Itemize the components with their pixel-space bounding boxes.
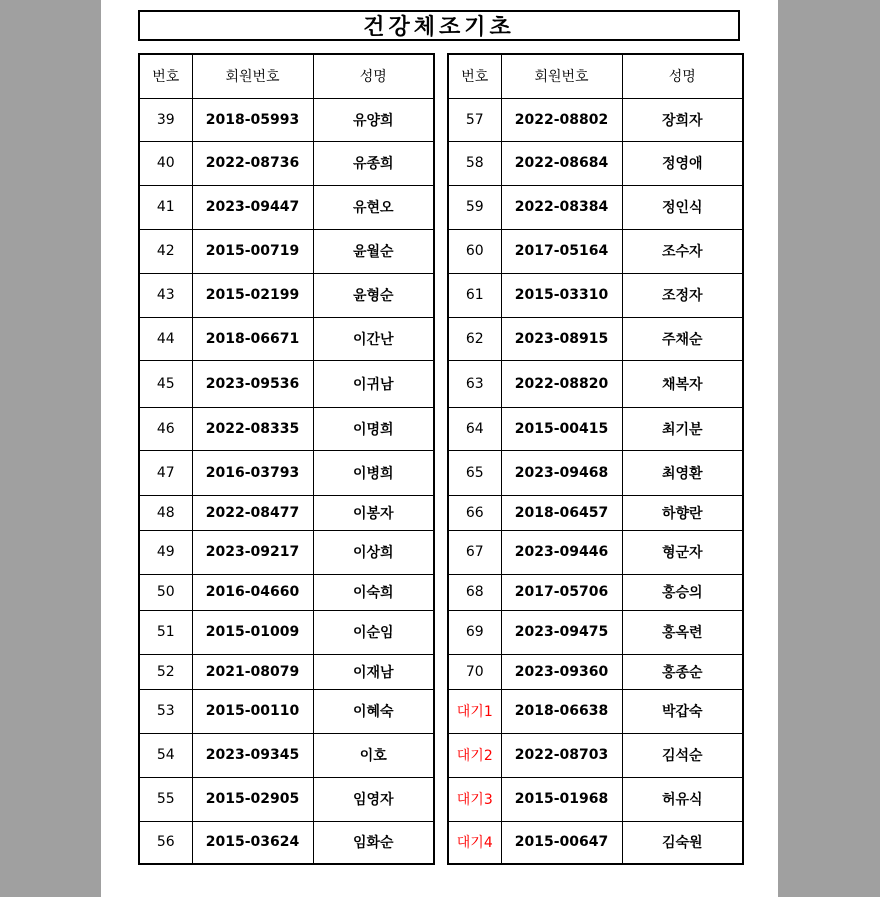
header-row xyxy=(139,54,434,98)
table-row xyxy=(139,654,434,689)
row-number: 40 xyxy=(139,141,192,185)
row-name: 윤형순 xyxy=(313,273,434,317)
row-member-id: 2023-09360 xyxy=(501,654,622,689)
row-name: 이병희 xyxy=(313,450,434,495)
table-row xyxy=(139,610,434,654)
row-member-id: 2017-05706 xyxy=(501,574,622,610)
table-row xyxy=(139,450,434,495)
row-member-id: 2022-08477 xyxy=(192,495,313,530)
row-name: 이상희 xyxy=(313,530,434,574)
row-number: 41 xyxy=(139,185,192,229)
row-name: 정인식 xyxy=(622,185,743,229)
table-row xyxy=(139,98,434,141)
row-name: 조정자 xyxy=(622,273,743,317)
row-member-id: 2015-01968 xyxy=(501,777,622,821)
row-member-id: 2023-08915 xyxy=(501,317,622,360)
table-row xyxy=(448,574,743,610)
table-row xyxy=(448,821,743,864)
table-row xyxy=(139,185,434,229)
row-name: 홍종순 xyxy=(622,654,743,689)
table-row xyxy=(139,689,434,733)
header-row xyxy=(448,54,743,98)
row-number: 48 xyxy=(139,495,192,530)
table-row xyxy=(448,141,743,185)
row-number: 43 xyxy=(139,273,192,317)
row-member-id: 2023-09468 xyxy=(501,450,622,495)
header-member-id: 회원번호 xyxy=(501,54,622,98)
table-row xyxy=(448,689,743,733)
row-number: 대기4 xyxy=(448,821,501,864)
row-name: 이순임 xyxy=(313,610,434,654)
table-row xyxy=(448,360,743,407)
row-member-id: 2023-09446 xyxy=(501,530,622,574)
table-row xyxy=(139,530,434,574)
table-row xyxy=(139,229,434,273)
row-number: 46 xyxy=(139,407,192,450)
table-row xyxy=(448,229,743,273)
table-row xyxy=(139,821,434,864)
row-name: 정영애 xyxy=(622,141,743,185)
table-row xyxy=(448,654,743,689)
row-name: 이혜숙 xyxy=(313,689,434,733)
row-number: 65 xyxy=(448,450,501,495)
row-name: 홍옥련 xyxy=(622,610,743,654)
row-member-id: 2016-03793 xyxy=(192,450,313,495)
header-name: 성명 xyxy=(313,54,434,98)
row-member-id: 2015-01009 xyxy=(192,610,313,654)
row-member-id: 2022-08703 xyxy=(501,733,622,777)
table-row xyxy=(139,495,434,530)
table-row xyxy=(448,733,743,777)
row-number: 39 xyxy=(139,98,192,141)
row-name: 주채순 xyxy=(622,317,743,360)
header-member-id: 회원번호 xyxy=(192,54,313,98)
row-name: 유종희 xyxy=(313,141,434,185)
row-name: 채복자 xyxy=(622,360,743,407)
row-number: 67 xyxy=(448,530,501,574)
row-member-id: 2021-08079 xyxy=(192,654,313,689)
row-number: 66 xyxy=(448,495,501,530)
row-member-id: 2015-00719 xyxy=(192,229,313,273)
row-number: 61 xyxy=(448,273,501,317)
row-number: 51 xyxy=(139,610,192,654)
row-number: 56 xyxy=(139,821,192,864)
row-member-id: 2023-09447 xyxy=(192,185,313,229)
row-name: 허유식 xyxy=(622,777,743,821)
row-name: 유양희 xyxy=(313,98,434,141)
row-name: 최기분 xyxy=(622,407,743,450)
row-number: 52 xyxy=(139,654,192,689)
row-number: 53 xyxy=(139,689,192,733)
row-member-id: 2017-05164 xyxy=(501,229,622,273)
row-member-id: 2015-03310 xyxy=(501,273,622,317)
row-member-id: 2016-04660 xyxy=(192,574,313,610)
row-name: 윤월순 xyxy=(313,229,434,273)
row-number: 대기3 xyxy=(448,777,501,821)
row-member-id: 2023-09345 xyxy=(192,733,313,777)
row-name: 박갑숙 xyxy=(622,689,743,733)
row-name: 하향란 xyxy=(622,495,743,530)
row-member-id: 2018-05993 xyxy=(192,98,313,141)
row-member-id: 2022-08820 xyxy=(501,360,622,407)
table-row xyxy=(139,360,434,407)
table-row xyxy=(448,450,743,495)
row-number: 57 xyxy=(448,98,501,141)
row-name: 형군자 xyxy=(622,530,743,574)
table-row xyxy=(139,777,434,821)
row-name: 김석순 xyxy=(622,733,743,777)
row-number: 47 xyxy=(139,450,192,495)
row-number: 69 xyxy=(448,610,501,654)
table-row xyxy=(448,317,743,360)
table-row xyxy=(448,98,743,141)
row-name: 임영자 xyxy=(313,777,434,821)
row-number: 58 xyxy=(448,141,501,185)
row-member-id: 2018-06457 xyxy=(501,495,622,530)
row-name: 장희자 xyxy=(622,98,743,141)
row-member-id: 2022-08684 xyxy=(501,141,622,185)
row-member-id: 2022-08335 xyxy=(192,407,313,450)
row-name: 유현오 xyxy=(313,185,434,229)
row-number: 60 xyxy=(448,229,501,273)
page-title: 건강체조기초 xyxy=(138,10,740,41)
row-number: 49 xyxy=(139,530,192,574)
table-row xyxy=(448,407,743,450)
table-row xyxy=(139,574,434,610)
row-member-id: 2015-02199 xyxy=(192,273,313,317)
row-member-id: 2023-09475 xyxy=(501,610,622,654)
row-number: 62 xyxy=(448,317,501,360)
row-member-id: 2018-06638 xyxy=(501,689,622,733)
row-number: 59 xyxy=(448,185,501,229)
header-number: 번호 xyxy=(139,54,192,98)
row-member-id: 2022-08384 xyxy=(501,185,622,229)
row-number: 70 xyxy=(448,654,501,689)
row-member-id: 2022-08802 xyxy=(501,98,622,141)
row-number: 54 xyxy=(139,733,192,777)
row-name: 이귀남 xyxy=(313,360,434,407)
row-member-id: 2015-00415 xyxy=(501,407,622,450)
row-name: 이숙희 xyxy=(313,574,434,610)
row-name: 이재남 xyxy=(313,654,434,689)
table-row xyxy=(139,407,434,450)
table-row xyxy=(139,733,434,777)
row-number: 45 xyxy=(139,360,192,407)
row-number: 63 xyxy=(448,360,501,407)
row-name: 최영환 xyxy=(622,450,743,495)
table-row xyxy=(448,273,743,317)
row-number: 55 xyxy=(139,777,192,821)
row-name: 임화순 xyxy=(313,821,434,864)
row-name: 조수자 xyxy=(622,229,743,273)
row-member-id: 2015-00110 xyxy=(192,689,313,733)
roster-table-left xyxy=(138,53,435,865)
header-number: 번호 xyxy=(448,54,501,98)
row-number: 44 xyxy=(139,317,192,360)
row-name: 이호 xyxy=(313,733,434,777)
table-row xyxy=(448,495,743,530)
row-member-id: 2018-06671 xyxy=(192,317,313,360)
row-member-id: 2023-09536 xyxy=(192,360,313,407)
table-row xyxy=(448,610,743,654)
row-member-id: 2023-09217 xyxy=(192,530,313,574)
row-member-id: 2015-02905 xyxy=(192,777,313,821)
row-number: 64 xyxy=(448,407,501,450)
table-row xyxy=(448,185,743,229)
row-number: 대기1 xyxy=(448,689,501,733)
row-member-id: 2015-03624 xyxy=(192,821,313,864)
header-name: 성명 xyxy=(622,54,743,98)
row-name: 이명희 xyxy=(313,407,434,450)
table-row xyxy=(139,141,434,185)
row-member-id: 2022-08736 xyxy=(192,141,313,185)
row-number: 50 xyxy=(139,574,192,610)
row-number: 42 xyxy=(139,229,192,273)
row-number: 68 xyxy=(448,574,501,610)
table-row xyxy=(448,777,743,821)
table-row xyxy=(139,317,434,360)
row-name: 홍승의 xyxy=(622,574,743,610)
document-page xyxy=(101,0,778,897)
row-name: 김숙원 xyxy=(622,821,743,864)
row-number: 대기2 xyxy=(448,733,501,777)
row-name: 이봉자 xyxy=(313,495,434,530)
table-row xyxy=(139,273,434,317)
table-row xyxy=(448,530,743,574)
row-member-id: 2015-00647 xyxy=(501,821,622,864)
row-name: 이간난 xyxy=(313,317,434,360)
roster-table-right xyxy=(447,53,744,865)
